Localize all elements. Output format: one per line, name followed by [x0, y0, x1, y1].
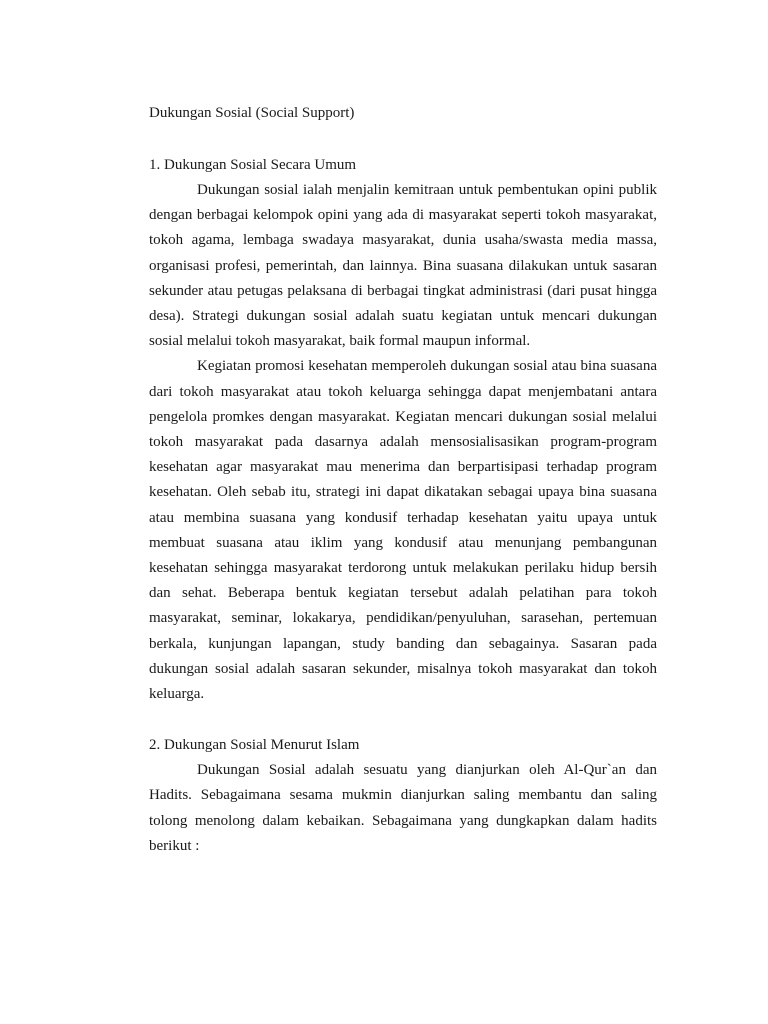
paragraph-health-promotion: Kegiatan promosi kesehatan memperoleh dukungan sosial atau bina suasana dari tokoh masyarakat atau tokoh keluarga sehingga dapat menjembatani antara pengelola promkes dengan masyarakat. Kegiatan mencari dukungan sosial melalui tokoh masyarakat pada dasarnya adalah mensosialisasikan program-program kesehatan agar masyarakat mau menerima dan berpartisipasi terhadap program kesehatan. Oleh sebab itu, strategi ini dapat dikatakan sebagai upaya bina suasana atau membina suasana yang kondusif terhadap kesehatan yaitu upaya untuk membuat suasana atau iklim yang kondusif atau menunjang pembangunan kesehatan sehingga masyarakat terdorong untuk melakukan perilaku hidup bersih dan sehat. Beberapa bentuk kegiatan tersebut adalah pelatihan para tokoh masyarakat, seminar, lokakarya, pendidikan/penyuluhan, sarasehan, pertemuan berkala, kunjungan lapangan, study banding dan sebagainya. Sasaran pada dukungan sosial adalah sasaran sekunder, misalnya tokoh masyarakat dan tokoh keluarga.: [149, 358, 657, 703]
paragraph-definition: Dukungan sosial ialah menjalin kemitraan untuk pembentukan opini publik dengan berbagai kelompok opini yang ada di masyarakat seperti tokoh masyarakat, tokoh agama, lembaga swadaya masyarakat, dunia usaha/swasta media massa, organisasi profesi, pemerintah, dan lainnya. Bina suasana dilakukan untuk sasaran sekunder atau petugas pelaksana di berbagai tingkat administrasi (dari pusat hingga desa). Strategi dukungan sosial adalah suatu kegiatan untuk mencari dukungan sosial melalui tokoh masyarakat, baik formal maupun informal.: [149, 182, 657, 350]
section-heading-islam: 2. Dukungan Sosial Menurut Islam: [149, 737, 360, 754]
document-body: [149, 101, 657, 859]
section-heading-general: 1. Dukungan Sosial Secara Umum: [149, 157, 357, 173]
paragraph-islam: Dukungan Sosial adalah sesuatu yang dianjurkan oleh Al-Qur`an dan Hadits. Sebagaimana sesama mukmin dianjurkan saling membantu dan saling tolong menolong dalam kebaikan. Sebagaimana yang dungkapkan dalam hadits berikut :: [149, 762, 657, 854]
document-title: Dukungan Sosial (Social Support): [149, 105, 355, 121]
